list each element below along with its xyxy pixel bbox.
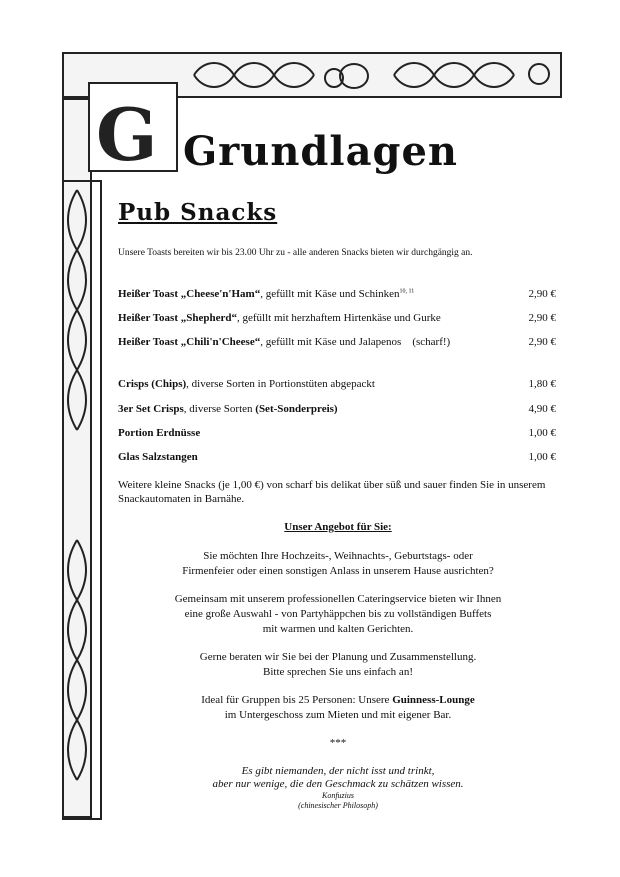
offer-heading: Unser Angebot für Sie: (284, 521, 392, 533)
item-allergen-note: 10, 11 (399, 288, 415, 295)
offer-line: mit warmen und kalten Gerichten. (262, 623, 414, 635)
quote-author-note: (chinesischer Philosoph) (298, 801, 378, 810)
quote-line: aber nur wenige, die den Geschmack zu schätzen wissen. (212, 778, 464, 790)
item-name: Portion Erdnüsse (118, 427, 201, 439)
item-price: 1,80 € (528, 378, 556, 390)
offer-line: Firmenfeier oder einen sonstigen Anlass in unserem Hause ausrichten? (182, 565, 494, 577)
menu-item (118, 312, 556, 324)
section-title: Pub Snacks (118, 199, 278, 226)
item-name: Glas Salzstangen (118, 451, 198, 463)
menu-item (118, 427, 556, 439)
more-snacks-note: Weitere kleine Snacks (je 1,00 €) von scharf bis delikat über süß und sauer finden Sie in unserem Snackautomaten in Barnähe. (118, 479, 546, 505)
quote-author-name: Konfuzius (321, 791, 354, 800)
item-price: 1,00 € (528, 451, 556, 463)
page-title-text: Grundlagen (183, 128, 458, 175)
separator-stars: *** (329, 737, 347, 749)
offer-line: Ideal für Gruppen bis 25 Personen: Unsere (201, 694, 393, 706)
item-desc: , gefüllt mit Käse und Jalapenos (scharf!) (260, 336, 451, 348)
item-price: 2,90 € (528, 288, 556, 300)
item-name: Heißer Toast „Chili'n'Cheese“ (118, 336, 261, 348)
quote-line: Es gibt niemanden, der nicht isst und trinkt, (241, 765, 435, 777)
item-name: Heißer Toast „Cheese'n'Ham“ (118, 288, 261, 300)
offer-line: eine große Auswahl - von Partyhäppchen bis zu vollständigen Buffets (184, 608, 492, 620)
menu-item (118, 451, 556, 463)
item-price: 2,90 € (528, 336, 556, 348)
item-name: Heißer Toast „Shepherd“ (118, 312, 237, 324)
offer-line: Gemeinsam mit unserem professionellen Cateringservice bieten wir Ihnen (174, 593, 502, 605)
offer-paragraph (118, 549, 558, 579)
item-name: 3er Set Crisps (118, 403, 184, 415)
offer-paragraph (118, 592, 558, 637)
menu-item (118, 378, 556, 390)
menu-item (118, 336, 556, 348)
decorated-initial: G (96, 92, 158, 177)
item-name: Crisps (Chips) (118, 378, 187, 390)
menu-item (118, 288, 556, 300)
offer-line: Gerne beraten wir Sie bei der Planung und Zusammenstellung. (199, 651, 477, 663)
offer-line: Bitte sprechen Sie uns einfach an! (263, 666, 413, 678)
quote-author (118, 791, 558, 811)
quote (118, 765, 558, 811)
item-desc: , diverse Sorten in Portionstüten abgepackt (186, 378, 375, 390)
offer-section (118, 520, 558, 751)
intro-note: Unsere Toasts bereiten wir bis 23.00 Uhr zu - alle anderen Snacks bieten wir durchgängig an. (118, 248, 473, 258)
item-price: 4,90 € (528, 403, 556, 415)
item-price: 2,90 € (528, 312, 556, 324)
item-desc: , gefüllt mit Käse und Schinken (260, 288, 400, 300)
offer-line: im Untergeschoss zum Mieten und mit eigener Bar. (224, 709, 452, 721)
item-desc: , gefüllt mit herzhaftem Hirtenkäse und Gurke (237, 312, 441, 324)
offer-paragraph (118, 650, 558, 680)
item-desc: , diverse Sorten (183, 403, 256, 415)
item-set-price-note: (Set-Sonderpreis) (255, 403, 338, 415)
offer-line: Sie möchten Ihre Hochzeits-, Weihnachts-, Geburtstags- oder (203, 550, 473, 562)
item-price: 1,00 € (528, 427, 556, 439)
menu-item (118, 403, 556, 415)
offer-paragraph (118, 693, 558, 723)
guinness-lounge-label: Guinness-Lounge (392, 694, 475, 706)
page-title (183, 128, 458, 175)
left-inner-border (62, 180, 102, 820)
